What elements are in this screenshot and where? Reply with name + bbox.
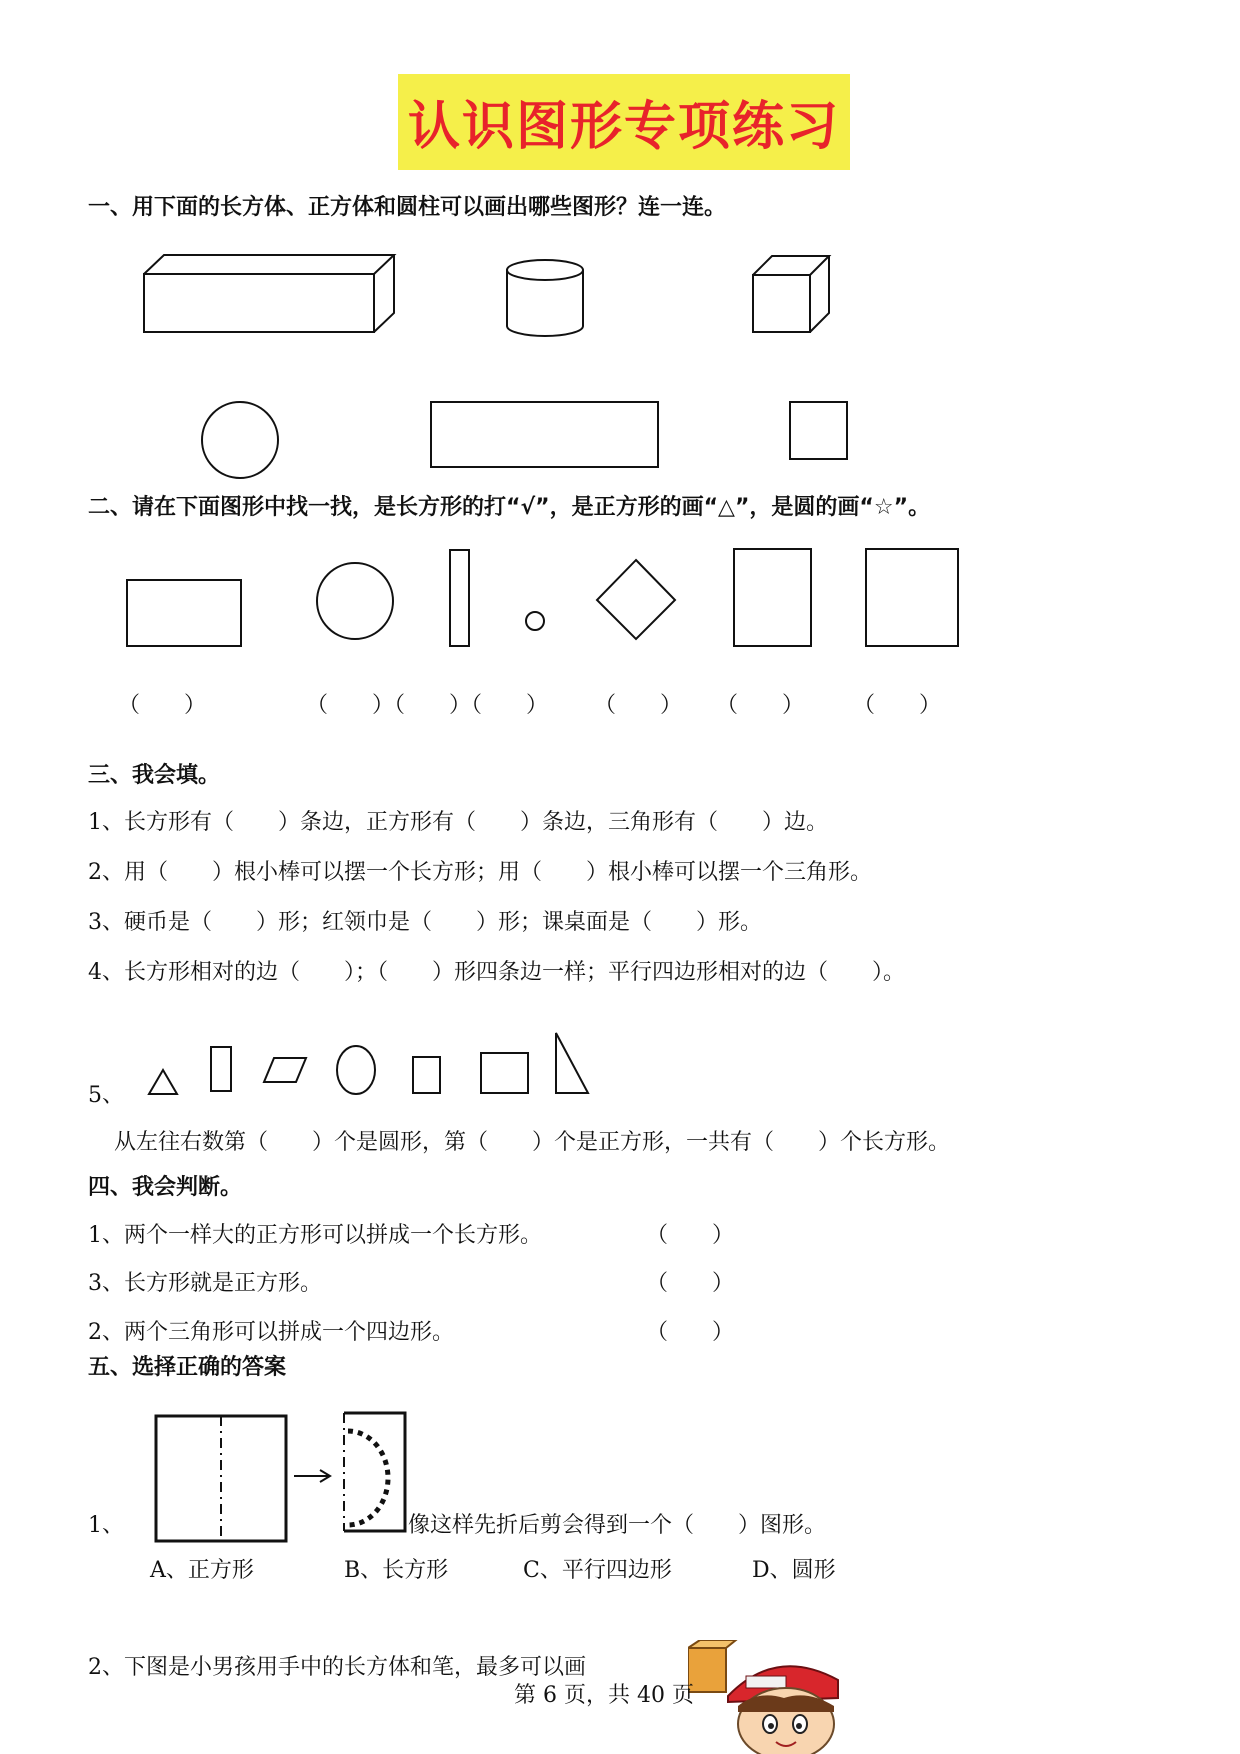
cylinder-figure — [507, 260, 583, 336]
choice-option-a[interactable]: A、正方形 — [150, 1558, 254, 1583]
s2-rotated-square — [597, 560, 675, 639]
answer-blank[interactable]: （ ） — [853, 693, 942, 718]
section3-heading: 三、我会填。 — [88, 763, 221, 788]
circle-shape — [202, 402, 278, 478]
section2-heading: 二、请在下面图形中找一找，是长方形的打“√”，是正方形的画“△”，是圆的画“☆”。 — [88, 495, 931, 520]
s2-circle — [317, 563, 393, 639]
answer-blank[interactable]: （ ）（ ）（ ） — [306, 693, 549, 718]
judge-item-2: 3、长方形就是正方形。 — [88, 1271, 322, 1296]
section4-heading: 四、我会判断。 — [88, 1175, 243, 1200]
answer-blank[interactable]: （ ） — [118, 693, 207, 718]
s2-thin-rectangle — [450, 550, 469, 646]
q5-triangle — [149, 1070, 177, 1094]
cuboid-figure — [144, 255, 394, 332]
q5-thin-rectangle — [211, 1047, 231, 1091]
judge-blank-2[interactable]: （ ） — [646, 1271, 735, 1296]
judge-item-1: 1、两个一样大的正方形可以拼成一个长方形。 — [88, 1223, 542, 1248]
fill-question-4: 4、长方形相对的边（ ）；（ ）形四条边一样；平行四边形相对的边（ ）。 — [88, 960, 905, 985]
q5-right-triangle — [556, 1033, 588, 1093]
choice-option-b[interactable]: B、长方形 — [344, 1558, 449, 1583]
q5-rectangle — [481, 1053, 528, 1093]
rectangle-shape — [431, 402, 658, 467]
q5-parallelogram — [264, 1058, 306, 1082]
s2-rectangle-2 — [734, 549, 811, 646]
page-title: 认识图形专项练习 — [407, 97, 840, 157]
judge-item-3: 2、两个三角形可以拼成一个四边形。 — [88, 1320, 454, 1345]
judge-blank-3[interactable]: （ ） — [646, 1320, 735, 1345]
s2-small-circle — [526, 612, 544, 630]
fold-cut-diagram — [156, 1413, 405, 1541]
s2-rectangle-3 — [866, 549, 958, 646]
s2-rectangle — [127, 580, 241, 646]
section5-heading: 五、选择正确的答案 — [88, 1355, 287, 1380]
q5-square — [413, 1057, 440, 1093]
answer-blank[interactable]: （ ） — [594, 693, 683, 718]
fill-question-1: 1、长方形有（ ）条边，正方形有（ ）条边，三角形有（ ）边。 — [88, 810, 828, 835]
section1-heading: 一、用下面的长方体、正方体和圆柱可以画出哪些图形？连一连。 — [88, 195, 727, 220]
fill-question-3: 3、硬币是（ ）形；红领巾是（ ）形；课桌面是（ ）形。 — [88, 910, 762, 935]
choice-option-c[interactable]: C、平行四边形 — [523, 1558, 672, 1583]
boy-illustration — [688, 1640, 858, 1754]
choice-question-2: 2、下图是小男孩用手中的长方体和笔，最多可以画 — [88, 1655, 586, 1680]
q5-oval — [337, 1046, 375, 1094]
cube-figure — [753, 256, 829, 332]
page-footer: 第 6 页，共 40 页 — [514, 1683, 694, 1708]
judge-blank-1[interactable]: （ ） — [646, 1223, 735, 1248]
choice-option-d[interactable]: D、圆形 — [752, 1558, 836, 1583]
fill-question-2: 2、用（ ）根小棒可以摆一个长方形；用（ ）根小棒可以摆一个三角形。 — [88, 860, 872, 885]
choice-question-1-number: 1、 — [88, 1513, 124, 1538]
answer-blank[interactable]: （ ） — [716, 693, 805, 718]
fill-question-5-number: 5、 — [88, 1083, 124, 1108]
choice-question-1: 像这样先折后剪会得到一个（ ）图形。 — [408, 1513, 827, 1538]
fill-question-5: 从左往右数第（ ）个是圆形，第（ ）个是正方形，一共有（ ）个长方形。 — [114, 1130, 951, 1155]
square-shape — [790, 402, 847, 459]
